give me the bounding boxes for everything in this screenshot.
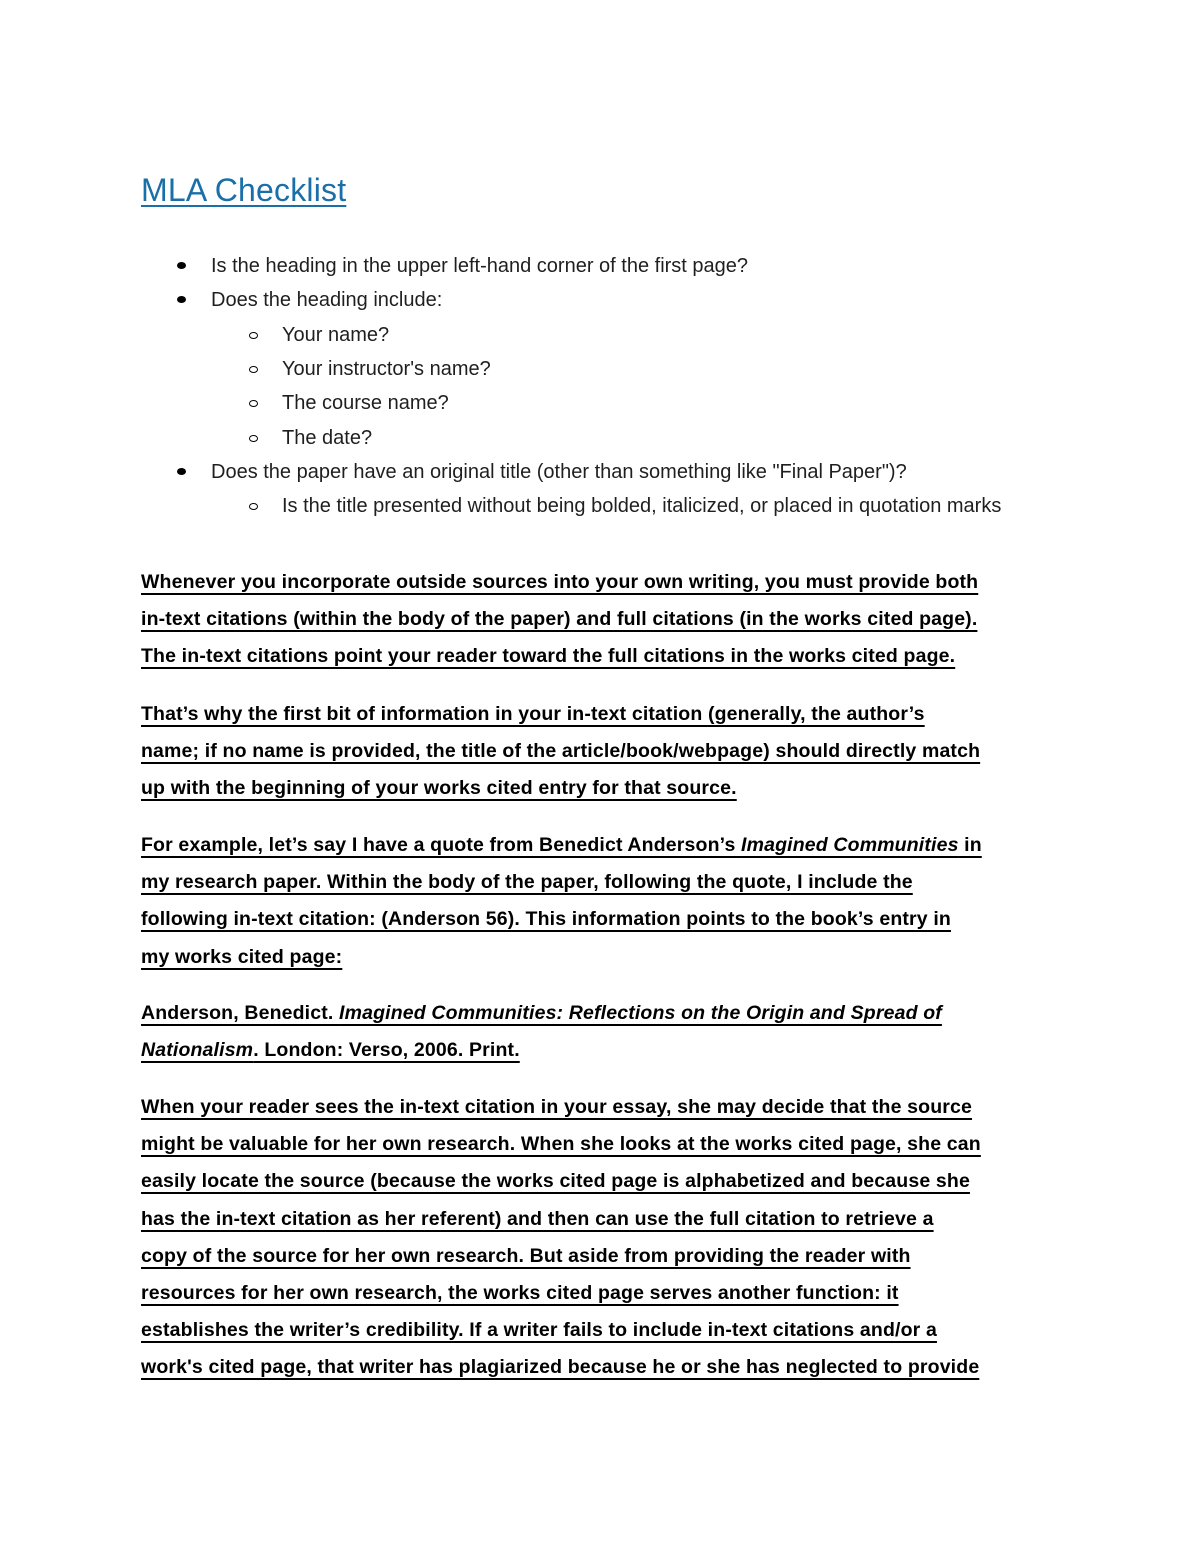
list-item-text: Is the title presented without being bolded, italicized, or placed in quotation marks [282, 495, 1002, 517]
list-item [211, 288, 442, 312]
hollow-bullet-icon [249, 332, 258, 339]
list-item [211, 254, 748, 278]
filled-bullet-icon [177, 468, 186, 475]
list-item [282, 494, 1001, 518]
hollow-bullet-icon [249, 435, 258, 442]
list-item [282, 391, 449, 415]
list-item [282, 426, 372, 450]
page-title: MLA Checklist [141, 172, 347, 208]
list-item-text: Is the heading in the upper left-hand corner of the first page? [211, 255, 749, 277]
paragraph-works-cited-entry: Anderson, Benedict. Imagined Communities: Reflections on the Origin and Spread of Nationalism. London: Verso, 2006. Print. [141, 1002, 942, 1062]
list-item [282, 357, 491, 381]
filled-bullet-icon [177, 296, 186, 303]
list-item-text: Your name? [282, 324, 390, 346]
list-item-text: Your instructor's name? [282, 358, 491, 380]
list-item-text: Does the heading include: [211, 289, 443, 311]
list-item [211, 460, 907, 484]
paragraph-reader-sees: When your reader sees the in-text citation in your essay, she may decide that the source might be valuable for her own research. When she looks at the works cited page, she can easily locate the source (because the works cited page is alphabetized and because she has the in-text citation as her referent) and then can use the full citation to retrieve a copy of the source for her own research. But aside from providing the reader with resources for her own research, the works cited page serves another function: it establishes the writer’s credibility. If a writer fails to include in-text citations and/or a work's cited page, that writer has plagiarized because he or she has neglected to provide [141, 1096, 981, 1379]
paragraph-citations-intro: Whenever you incorporate outside sources into your own writing, you must provide both in-text citations (within the body of the paper) and full citations (in the works cited page). The in-text citations point your reader toward the full citations in the works cited page. [141, 571, 979, 668]
list-item [282, 323, 389, 347]
hollow-bullet-icon [249, 503, 258, 510]
list-item-text: Does the paper have an original title (other than something like "Final Paper")? [211, 461, 907, 483]
list-item-text: The course name? [282, 392, 449, 414]
hollow-bullet-icon [249, 400, 258, 407]
filled-bullet-icon [177, 262, 186, 269]
paragraph-example: For example, let’s say I have a quote from Benedict Anderson’s Imagined Communities in my research paper. Within the body of the paper, following the quote, I include the following in-text citation: (Anderson 56). This information points to the book’s entry in my works cited page: [141, 834, 982, 968]
list-item-text: The date? [282, 427, 373, 449]
hollow-bullet-icon [249, 366, 258, 373]
paragraph-first-bit: That’s why the first bit of information in your in-text citation (generally, the author’s name; if no name is provided, the title of the article/book/webpage) should directly match up with the beginning of your works cited entry for that source. [141, 703, 981, 800]
